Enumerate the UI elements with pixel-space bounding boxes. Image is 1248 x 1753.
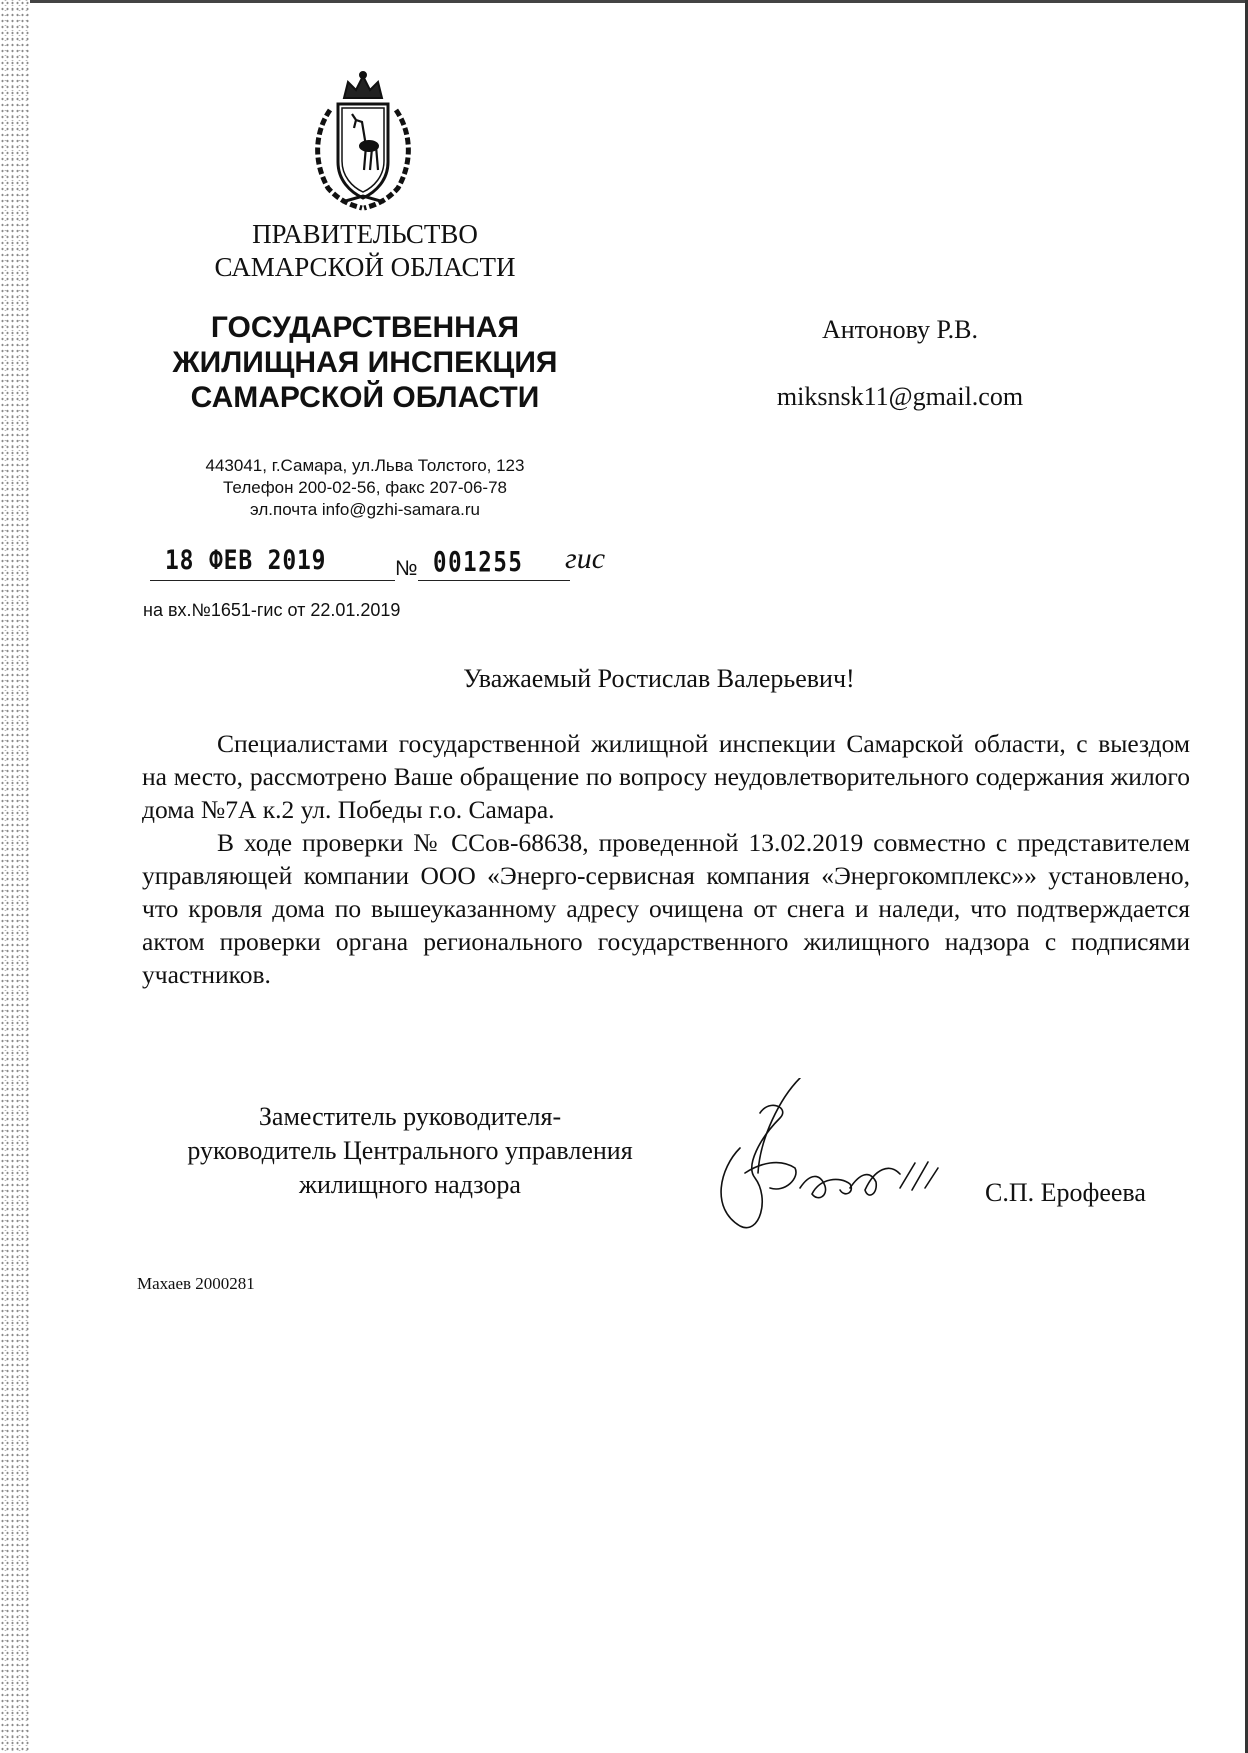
incoming-reference: на вх.№1651-гис от 22.01.2019 [143, 600, 401, 620]
signer-position-line-1: Заместитель руководителя- [258, 1102, 562, 1131]
registration-date-stamp: 18 ФЕВ 2019 [165, 545, 327, 576]
contact-block [150, 455, 580, 521]
inspection-line-1: ГОСУДАРСТВЕННАЯ [210, 311, 520, 344]
registration-number-underline [418, 580, 570, 581]
letter-body [142, 727, 1190, 991]
phone-line: Телефон 200-02-56, факс 207-06-78 [223, 478, 507, 497]
coat-of-arms-icon [292, 70, 434, 212]
paragraph-2: В ходе проверки № ССов-68638, проведенной 13.02.2019 совместно с представителем управляющей компании ООО «Энерго-сервисная компания «Энергокомплекс»» установлено, что кровля дома по вышеуказанному адресу очищена от снега и наледи, что подтверждается актом проверки органа регионального государственного жилищного надзора с подписями участников. [142, 828, 1190, 989]
inspection-line-2: ЖИЛИЩНАЯ ИНСПЕКЦИЯ [172, 346, 558, 379]
government-heading [160, 218, 570, 284]
salutation: Уважаемый Ростислав Валерьевич! [463, 664, 855, 693]
registration-date-underline [150, 580, 395, 581]
signer-name: С.П. Ерофеева [985, 1178, 1146, 1207]
recipient-name: Антонову Р.В. [821, 315, 979, 344]
registration-number-suffix: гис [565, 542, 606, 575]
signer-position [130, 1100, 690, 1202]
registration-number-sign: № [395, 557, 418, 580]
executor-note: Махаев 2000281 [137, 1274, 255, 1293]
signer-position-line-3: жилищного надзора [299, 1170, 521, 1199]
recipient-email: miksnsk11@gmail.com [776, 382, 1024, 411]
paragraph-1: Специалистами государственной жилищной инспекции Самарской области, с выездом на место, рассмотрено Ваше обращение по вопросу неудовлетворительного содержания жилого дома №7А к.2 ул. Победы г.о. Самара. [142, 729, 1190, 824]
scan-border-left [0, 0, 30, 1753]
address-line: 443041, г.Самара, ул.Льва Толстого, 123 [205, 456, 525, 475]
scan-border-top [30, 0, 1248, 3]
registration-number-stamp: 001255 [433, 545, 524, 578]
signer-position-line-2: руководитель Центрального управления [187, 1136, 633, 1165]
handwritten-signature [700, 1078, 980, 1238]
inspection-heading [130, 310, 600, 415]
email-line: эл.почта info@gzhi-samara.ru [250, 500, 480, 519]
government-line-1: ПРАВИТЕЛЬСТВО [252, 219, 478, 249]
inspection-line-3: САМАРСКОЙ ОБЛАСТИ [190, 381, 540, 414]
government-line-2: САМАРСКОЙ ОБЛАСТИ [214, 252, 516, 282]
